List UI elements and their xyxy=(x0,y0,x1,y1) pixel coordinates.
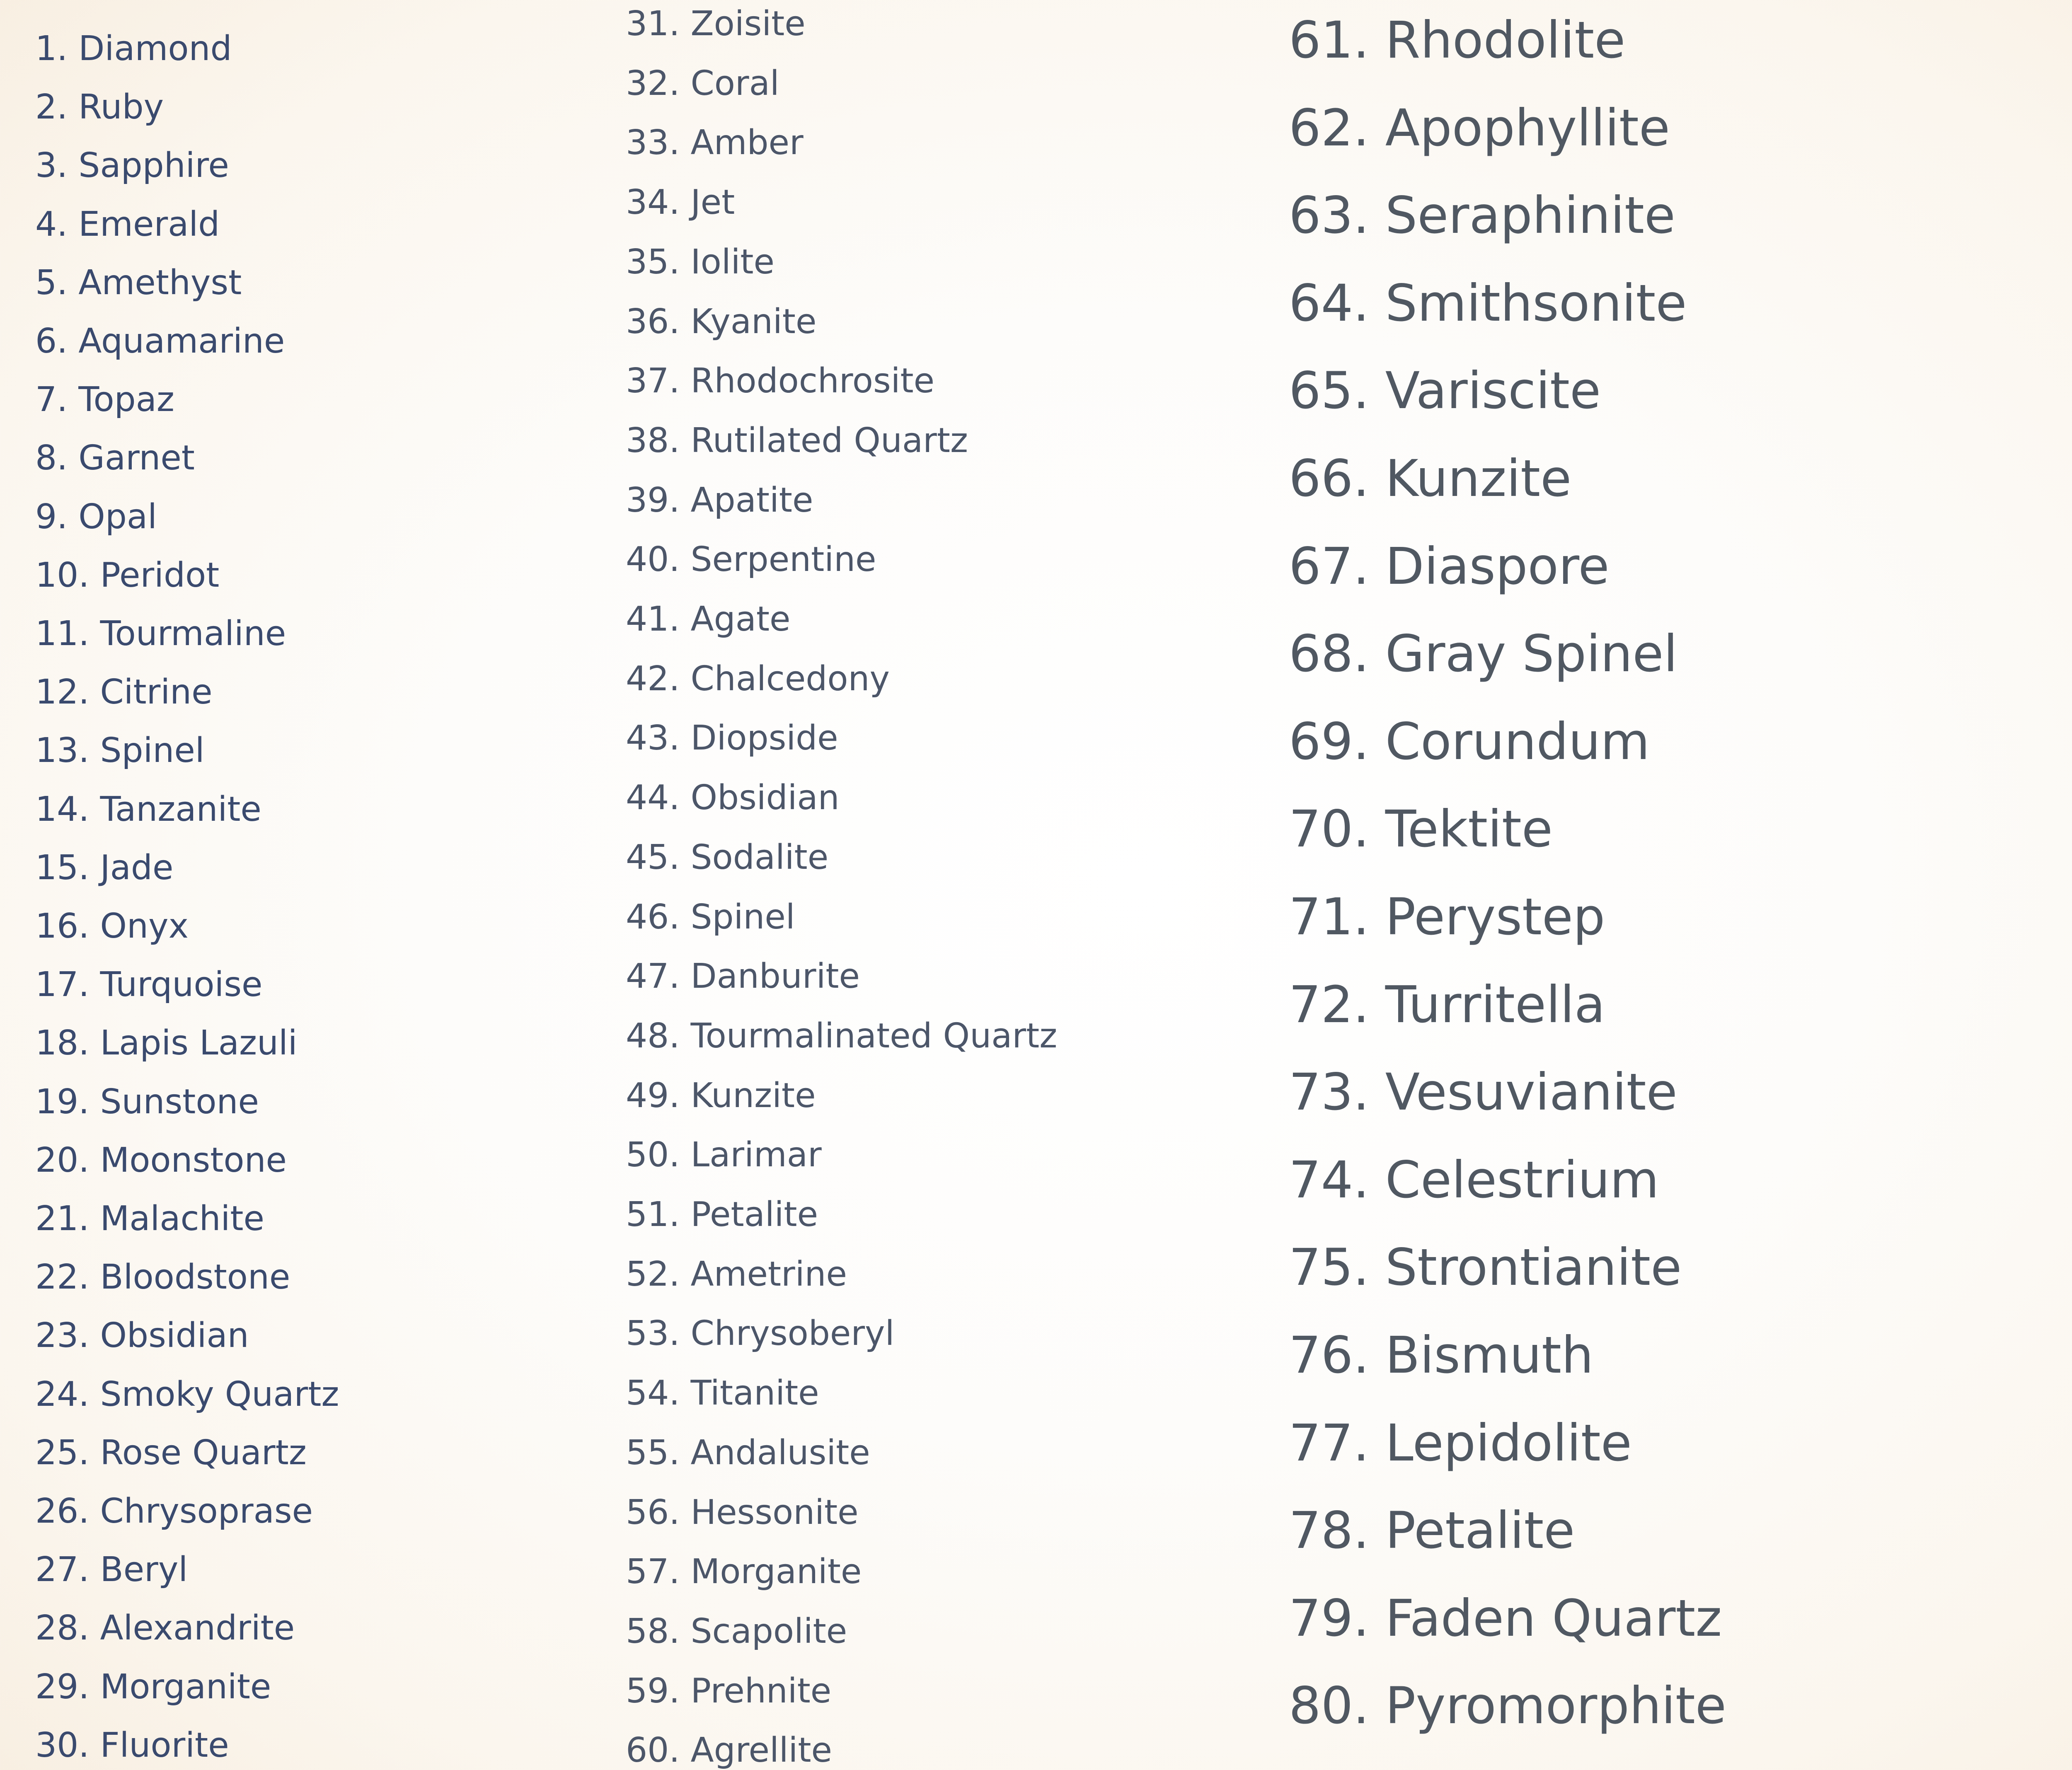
gemstone-list-item: 38. Rutilated Quartz xyxy=(626,421,968,460)
gemstone-list-item: 37. Rhodochrosite xyxy=(626,361,935,401)
gemstone-list-item: 80. Pyromorphite xyxy=(1289,1676,1726,1736)
gemstone-list-item: 8. Garnet xyxy=(35,438,195,478)
gemstone-list-item: 53. Chrysoberyl xyxy=(626,1314,895,1354)
gemstone-list-item: 78. Petalite xyxy=(1289,1501,1575,1560)
gemstone-list-item: 2. Ruby xyxy=(35,87,164,127)
gemstone-list-item: 75. Strontianite xyxy=(1289,1238,1682,1297)
gemstone-list-item: 44. Obsidian xyxy=(626,778,840,818)
gemstone-list-item: 68. Gray Spinel xyxy=(1289,624,1678,684)
gemstone-list-item: 79. Faden Quartz xyxy=(1289,1589,1722,1648)
gemstone-list-item: 31. Zoisite xyxy=(626,4,806,44)
gemstone-list-item: 34. Jet xyxy=(626,183,735,222)
gemstone-list-item: 46. Spinel xyxy=(626,897,795,937)
gemstone-list-item: 1. Diamond xyxy=(35,29,232,68)
gemstone-list-item: 62. Apophyllite xyxy=(1289,98,1670,157)
gemstone-list-item: 5. Amethyst xyxy=(35,263,242,302)
gemstone-list-item: 15. Jade xyxy=(35,848,174,887)
gemstone-list-item: 3. Sapphire xyxy=(35,146,229,186)
gemstone-list-item: 22. Bloodstone xyxy=(35,1257,290,1297)
gemstone-list-item: 49. Kunzite xyxy=(626,1076,816,1115)
gemstone-list-item: 32. Coral xyxy=(626,63,779,103)
gemstone-list-item: 7. Topaz xyxy=(35,380,174,420)
gemstone-list-item: 13. Spinel xyxy=(35,731,205,771)
gemstone-list-item: 19. Sunstone xyxy=(35,1082,259,1122)
gemstone-list-item: 6. Aquamarine xyxy=(35,322,285,361)
gemstone-list-item: 70. Tektite xyxy=(1289,800,1553,859)
gemstone-list-item: 58. Scapolite xyxy=(626,1611,847,1651)
gemstone-list-item: 26. Chrysoprase xyxy=(35,1492,313,1531)
gemstone-list-item: 30. Fluorite xyxy=(35,1725,229,1765)
gemstone-list-item: 27. Beryl xyxy=(35,1550,188,1590)
gemstone-list-item: 33. Amber xyxy=(626,123,804,163)
gemstone-list-item: 29. Morganite xyxy=(35,1667,271,1707)
gemstone-list-item: 36. Kyanite xyxy=(626,302,817,341)
gemstone-list-item: 4. Emerald xyxy=(35,204,220,244)
gemstone-list-item: 17. Turquoise xyxy=(35,965,263,1005)
gemstone-list-item: 56. Hessonite xyxy=(626,1492,859,1532)
gemstone-list-item: 51. Petalite xyxy=(626,1195,818,1234)
gemstone-list-item: 25. Rose Quartz xyxy=(35,1433,307,1473)
gemstone-list-item: 72. Turritella xyxy=(1289,975,1605,1034)
gemstone-list-item: 60. Agrellite xyxy=(626,1731,832,1770)
gemstone-list-item: 48. Tourmalinated Quartz xyxy=(626,1016,1058,1056)
gemstone-list-item: 45. Sodalite xyxy=(626,837,829,877)
gemstone-list-item: 71. Perystер xyxy=(1289,887,1605,946)
gemstone-list-item: 20. Moonstone xyxy=(35,1140,287,1180)
gemstone-list-item: 73. Vesuvianite xyxy=(1289,1063,1677,1122)
gemstone-list-item: 50. Larimar xyxy=(626,1135,822,1175)
gemstone-list-item: 40. Serpentine xyxy=(626,540,876,580)
gemstone-list-item: 54. Titanite xyxy=(626,1373,819,1413)
gemstone-list-item: 23. Obsidian xyxy=(35,1316,249,1356)
gemstone-list-item: 12. Citrine xyxy=(35,672,213,712)
gemstone-list-item: 14. Tanzanite xyxy=(35,789,261,829)
gemstone-list-item: 64. Smithsonite xyxy=(1289,273,1687,333)
gemstone-list-item: 16. Onyx xyxy=(35,907,189,946)
gemstone-list-item: 11. Tourmaline xyxy=(35,614,286,653)
gemstone-list-item: 74. Celestrium xyxy=(1289,1150,1659,1209)
gemstone-list-item: 57. Morganite xyxy=(626,1552,862,1592)
gemstone-list-item: 55. Andalusite xyxy=(626,1433,870,1473)
gemstone-list-item: 76. Bismuth xyxy=(1289,1326,1594,1385)
gemstone-list-item: 18. Lapis Lazuli xyxy=(35,1023,298,1063)
gemstone-list-item: 65. Variscite xyxy=(1289,361,1601,421)
gemstone-list-item: 9. Opal xyxy=(35,497,157,537)
gemstone-list-item: 35. Iolite xyxy=(626,242,775,282)
gemstone-list-item: 24. Smoky Quartz xyxy=(35,1374,339,1414)
gemstone-list-item: 39. Apatite xyxy=(626,480,813,520)
gemstone-list-item: 77. Lepidolite xyxy=(1289,1413,1632,1473)
gemstone-list-item: 67. Diaspore xyxy=(1289,537,1610,596)
gemstone-list-item: 66. Kunzite xyxy=(1289,449,1572,508)
gemstone-list-item: 52. Ametrine xyxy=(626,1254,847,1294)
gemstone-list-item: 41. Agate xyxy=(626,600,791,639)
gemstone-list-item: 61. Rhodolite xyxy=(1289,11,1626,70)
gemstone-list-item: 28. Alexandrite xyxy=(35,1608,295,1648)
gemstone-list-item: 47. Danburite xyxy=(626,957,860,996)
gemstone-list-item: 21. Malachite xyxy=(35,1199,264,1238)
gemstone-list-item: 43. Diopside xyxy=(626,718,838,758)
gemstone-list-item: 63. Seraphinite xyxy=(1289,186,1675,245)
gemstone-list-item: 59. Prehnite xyxy=(626,1671,832,1711)
gemstone-list-item: 69. Corundum xyxy=(1289,712,1650,771)
gemstone-list-item: 10. Peridot xyxy=(35,555,220,595)
gemstone-list-item: 42. Chalcedony xyxy=(626,659,890,699)
